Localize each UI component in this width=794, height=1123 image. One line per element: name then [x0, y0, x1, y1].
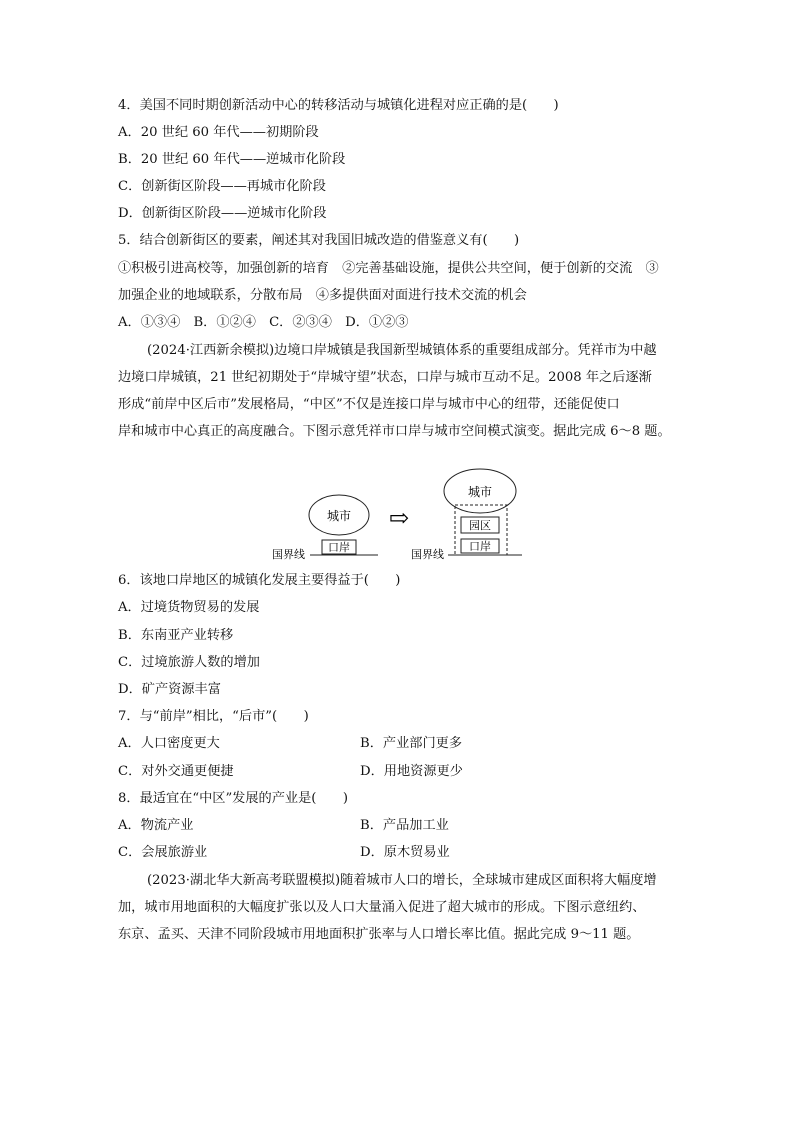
question-5-stem: 5．结合创新街区的要素，阐述其对我国旧城改造的借鉴意义有( ): [118, 233, 520, 248]
passage-2-line-2: 加，城市用地面积的大幅度扩张以及人口大量涌入促进了超大城市的形成。下图示意纽约、: [118, 900, 646, 915]
right-city-label: 城市: [467, 485, 493, 499]
question-4-option-d: D．创新街区阶段——逆城市化阶段: [118, 206, 327, 221]
question-6-option-a: A．过境货物贸易的发展: [118, 600, 260, 615]
passage-1-line-2: 边境口岸城镇，21 世纪初期处于“岸城守望”状态，口岸与城市互动不足。2008 年之后逐渐: [118, 370, 652, 385]
park-label: 园区: [469, 519, 491, 532]
left-border-label: 国界线: [272, 548, 305, 561]
question-7-option-b: B．产业部门更多: [360, 736, 463, 751]
right-city-ellipse: [444, 469, 516, 513]
question-4-option-c: C．创新街区阶段——再城市化阶段: [118, 179, 326, 194]
question-4-option-b: B．20 世纪 60 年代——逆城市化阶段: [118, 152, 346, 167]
left-city-label: 城市: [326, 509, 352, 523]
passage-1-line-4: 岸和城市中心真正的高度融合。下图示意凭祥市口岸与城市空间模式演变。据此完成 6～8 题。: [118, 424, 671, 439]
passage-2-line-1: (2023·湖北华大新高考联盟模拟)随着城市人口的增长，全球城市建成区面积将大幅度增: [147, 873, 657, 888]
question-6-stem: 6．该地口岸地区的城镇化发展主要得益于( ): [118, 573, 401, 588]
right-border-label: 国界线: [411, 548, 444, 561]
question-6-option-d: D．矿产资源丰富: [118, 682, 221, 697]
question-8-option-c: C．会展旅游业: [118, 845, 208, 860]
question-7-option-c: C．对外交通更便捷: [118, 764, 234, 779]
question-6-option-c: C．过境旅游人数的增加: [118, 655, 260, 670]
left-port-label: 口岸: [328, 541, 350, 554]
question-5-items-line-2: 加强企业的地域联系，分散布局 ④多提供面对面进行技术交流的机会: [118, 288, 527, 303]
right-port-box: [461, 539, 499, 553]
question-5-items-line-1: ①积极引进高校等，加强创新的培育 ②完善基础设施，提供公共空间，便于创新的交流 ③: [118, 261, 659, 276]
question-4-stem: 4．美国不同时期创新活动中心的转移活动与城镇化进程对应正确的是( ): [118, 98, 559, 113]
question-4-option-a: A．20 世纪 60 年代——初期阶段: [118, 125, 319, 140]
question-7-option-a: A．人口密度更大: [118, 736, 220, 751]
right-port-label: 口岸: [469, 540, 491, 553]
passage-1-line-1: (2024·江西新余模拟)边境口岸城镇是我国新型城镇体系的重要组成部分。凭祥市为中越: [147, 343, 657, 358]
question-8-option-b: B．产品加工业: [360, 818, 449, 833]
question-6-option-b: B．东南亚产业转移: [118, 628, 234, 643]
question-8-option-a: A．物流产业: [118, 818, 194, 833]
park-zone-dashed-box: [455, 505, 507, 555]
left-city-ellipse: [309, 495, 369, 535]
question-7-stem: 7．与“前岸”相比，“后市”( ): [118, 709, 309, 724]
passage-2-line-3: 东京、孟买、天津不同阶段城市用地面积扩张率与人口增长率比值。据此完成 9～11 题。: [118, 927, 640, 942]
park-box: [461, 517, 499, 533]
evolution-arrow-icon: ⇨: [388, 504, 410, 532]
question-8-option-d: D．原木贸易业: [360, 845, 450, 860]
left-port-box: [322, 540, 356, 554]
question-5-options: A．①③④ B．①②④ C．②③④ D．①②③: [118, 315, 409, 330]
question-8-stem: 8．最适宜在“中区”发展的产业是( ): [118, 791, 348, 806]
question-7-option-d: D．用地资源更少: [360, 764, 463, 779]
passage-1-line-3: 形成“前岸中区后市”发展格局，“中区”不仅是连接口岸与城市中心的纽带，还能促使口: [118, 397, 620, 412]
